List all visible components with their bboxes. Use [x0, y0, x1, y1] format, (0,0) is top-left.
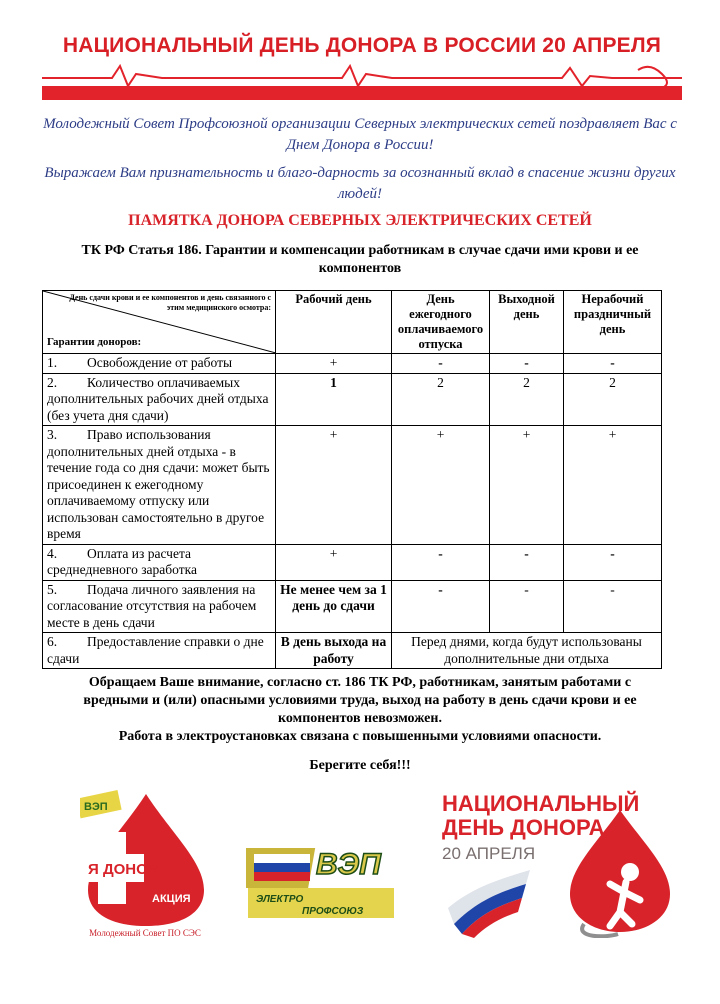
- national-line-2: ДЕНЬ ДОНОРА: [442, 815, 605, 840]
- row-number: 3.: [47, 427, 58, 442]
- table-cell: +: [276, 544, 392, 580]
- row-text: Предоставление справки о дне сдачи: [47, 634, 264, 666]
- table-cell: +: [276, 426, 392, 545]
- table-cell: +: [564, 426, 662, 545]
- row-label: [43, 633, 276, 669]
- table-cell: 2: [564, 373, 662, 426]
- table-cell: -: [490, 580, 564, 633]
- merged-cell: Перед днями, когда будут использованы дополнительные дни отдыха: [392, 633, 662, 669]
- row-number: 2.: [47, 374, 58, 390]
- table-cell: -: [490, 544, 564, 580]
- national-donor-day-logo: [434, 788, 680, 938]
- table-row: [43, 373, 662, 426]
- table-cell: 2: [392, 373, 490, 426]
- page-title: НАЦИОНАЛЬНЫЙ ДЕНЬ ДОНОРА В РОССИИ 20 АПРЕЛЯ: [62, 34, 662, 57]
- column-header: Рабочий день: [276, 291, 392, 354]
- union-line2: ПРОФСОЮЗ: [302, 906, 364, 917]
- table-corner-cell: [43, 291, 276, 354]
- row-text: Подача личного заявления на согласование отсутствия на рабочем месте в день сдачи: [47, 581, 257, 630]
- table-cell: -: [392, 580, 490, 633]
- guarantees-table: [42, 290, 662, 669]
- table-row: [43, 580, 662, 633]
- table-header-row: [43, 291, 662, 354]
- row-text: Оплата из расчета среднедневного заработка: [47, 545, 197, 577]
- table-row: [43, 544, 662, 580]
- donor-sub-text: АКЦИЯ: [152, 893, 191, 905]
- national-line-1: НАЦИОНАЛЬНЫЙ: [442, 791, 640, 816]
- memo-title: ПАМЯТКА ДОНОРА СЕВЕРНЫХ ЭЛЕКТРИЧЕСКИХ СЕТЕЙ: [128, 212, 592, 229]
- column-header: День ежегодного оплачиваемого отпуска: [392, 291, 490, 354]
- table-cell: -: [564, 580, 662, 633]
- union-big-text: ВЭП: [316, 848, 381, 881]
- table-cell: Не менее чем за 1 день до сдачи: [276, 580, 392, 633]
- national-date: 20 АПРЕЛЯ: [442, 844, 536, 863]
- table-cell: В день выхода на работу: [276, 633, 392, 669]
- row-number: 6.: [47, 634, 58, 649]
- header-banner: [42, 28, 682, 104]
- row-label: [43, 354, 276, 374]
- corner-bottom-label: Гарантии доноров:: [47, 335, 142, 348]
- notice-block: [60, 674, 660, 746]
- notice-line-2: Работа в электроустановках связана с повышенными условиями опасности.: [118, 729, 602, 744]
- donor-logo-caption: Молодежный Совет ПО СЭС: [89, 928, 201, 938]
- row-label: [43, 544, 276, 580]
- table-cell: 1: [276, 373, 392, 426]
- union-logo: [246, 832, 396, 922]
- drop-person-icon: [434, 788, 680, 938]
- row-label: [43, 426, 276, 545]
- greeting-line-2: Выражаем Вам признательность и благо-дарность за осознанный вклад в спасение жизни других людей!: [44, 165, 676, 202]
- row-text: Освобождение от работы: [87, 355, 233, 370]
- table-cell: +: [392, 426, 490, 545]
- notice-line-1: Обращаем Ваше внимание, согласно ст. 186 ТК РФ, работникам, занятым работами с вредными и (или) опасными условиями труда, выход на работу в день сдачи крови и ее компонентов невозможен.: [83, 675, 637, 726]
- donor-action-logo: [80, 788, 212, 944]
- row-text: Количество оплачиваемых дополнительных рабочих дней отдыха (без учета дня сдачи): [47, 374, 269, 423]
- article-title: ТК РФ Статья 186. Гарантии и компенсации работникам в случае сдачи ими крови и ее компонентов: [81, 243, 639, 276]
- donor-badge-text: ВЭП: [84, 801, 108, 813]
- row-text: Право использования дополнительных дней отдыха - в течение года со дня сдачи: может быть присоединен к ежегодному оплачиваемому отпуску или использован самостоятельно в другое время: [47, 427, 270, 541]
- row-number: 4.: [47, 545, 58, 561]
- care-message: Берегите себя!!!: [309, 758, 411, 773]
- greeting-line-1: Молодежный Совет Профсоюзной организации Северных электрических сетей поздравляет Вас с Днем Донора в России!: [43, 116, 677, 153]
- column-header: Нерабочий праздничный день: [564, 291, 662, 354]
- banner-bar: [42, 86, 682, 100]
- table-row: [43, 354, 662, 374]
- table-cell: -: [564, 544, 662, 580]
- donor-main-text: Я ДОНОР: [88, 861, 158, 878]
- corner-top-label: День сдачи крови и ее компонентов и день связанного с этим медицинского осмотра:: [69, 293, 271, 312]
- table-cell: -: [392, 354, 490, 374]
- row-number: 5.: [47, 581, 58, 597]
- table-row: [43, 633, 662, 669]
- table-cell: -: [490, 354, 564, 374]
- row-number: 1.: [47, 355, 58, 370]
- table-cell: +: [276, 354, 392, 374]
- union-line1: ЭЛЕКТРО: [256, 894, 304, 905]
- blood-drop-icon: [80, 788, 212, 928]
- table-cell: -: [564, 354, 662, 374]
- row-label: [43, 580, 276, 633]
- pulse-line-icon: [42, 60, 682, 88]
- table-cell: 2: [490, 373, 564, 426]
- table-cell: -: [392, 544, 490, 580]
- union-flag-icon: [246, 832, 396, 922]
- table-cell: +: [490, 426, 564, 545]
- table-row: [43, 426, 662, 545]
- column-header: Выходной день: [490, 291, 564, 354]
- row-label: [43, 373, 276, 426]
